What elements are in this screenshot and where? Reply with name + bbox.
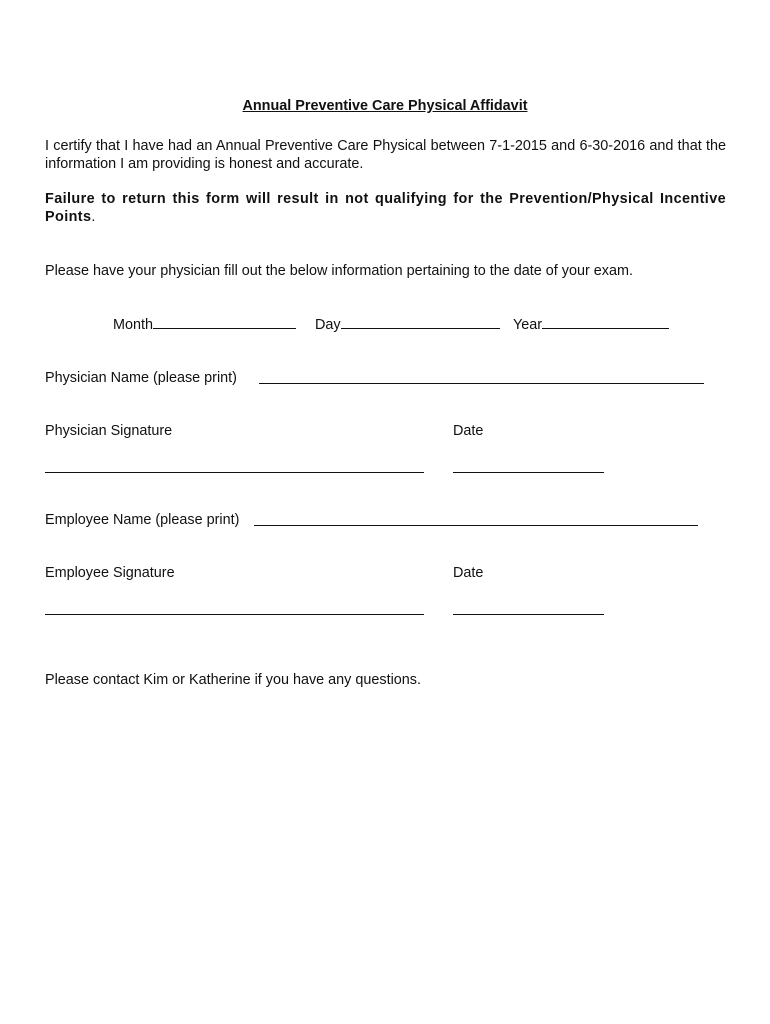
- exam-year-field[interactable]: [513, 315, 669, 334]
- warning-text: Failure to return this form will result in not qualifying for the Prevention/Physical Incentive Points: [45, 191, 726, 225]
- physician-date-label: Date: [453, 423, 484, 439]
- day-blank[interactable]: [341, 315, 500, 329]
- year-label: Year: [513, 317, 543, 333]
- day-label: Day: [315, 317, 341, 333]
- physician-name-line[interactable]: [259, 383, 704, 384]
- instruction-text: Please have your physician fill out the below information pertaining to the date of your exam.: [45, 263, 633, 279]
- contact-text: Please contact Kim or Katherine if you have any questions.: [45, 672, 421, 688]
- employee-name-line[interactable]: [254, 525, 698, 526]
- employee-signature-label: Employee Signature: [45, 565, 175, 581]
- certification-statement: I certify that I have had an Annual Preventive Care Physical between 7-1-2015 and 6-30-2016 and that the information I am providing is honest and accurate.: [45, 138, 726, 172]
- physician-name-label: Physician Name (please print): [45, 370, 237, 386]
- physician-date-line[interactable]: [453, 472, 604, 473]
- employee-name-label: Employee Name (please print): [45, 512, 240, 528]
- physician-signature-line[interactable]: [45, 472, 424, 473]
- exam-month-field[interactable]: [113, 315, 296, 334]
- month-blank[interactable]: [153, 315, 296, 329]
- warning-statement: [45, 190, 726, 226]
- month-label: Month: [113, 317, 153, 333]
- warning-period: .: [91, 209, 96, 225]
- exam-day-field[interactable]: [315, 315, 500, 334]
- form-title: Annual Preventive Care Physical Affidavit: [242, 98, 528, 114]
- employee-date-line[interactable]: [453, 614, 604, 615]
- physician-signature-label: Physician Signature: [45, 423, 173, 439]
- employee-date-label: Date: [453, 565, 484, 581]
- employee-signature-line[interactable]: [45, 614, 424, 615]
- year-blank[interactable]: [542, 315, 669, 329]
